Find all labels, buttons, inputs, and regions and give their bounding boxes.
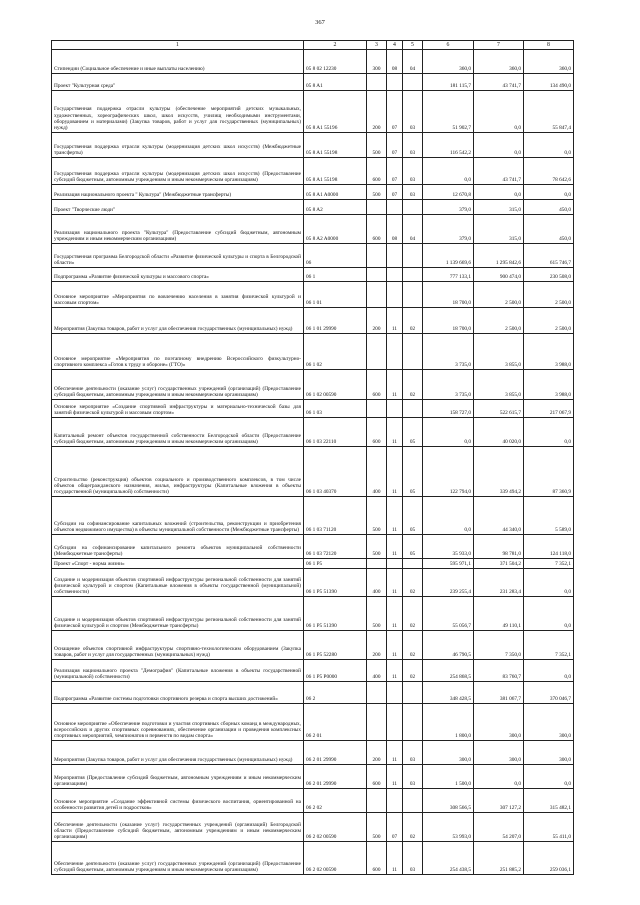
table-cell-amount-year3: 300,0 <box>524 704 574 741</box>
table-cell-section <box>387 200 403 215</box>
table-row <box>52 842 574 875</box>
table-cell-section <box>387 682 403 704</box>
table-cell-amount-year3: 0,0 <box>524 185 574 200</box>
table-cell-amount-year2: 43 741,7 <box>474 158 524 185</box>
table-cell-section <box>387 334 403 370</box>
table-cell-amount-year1: 46 790,5 <box>423 631 474 660</box>
table-cell-section: 11 <box>387 741 403 765</box>
table-cell-expense-type: 300 <box>367 50 387 74</box>
table-cell-section: 11 <box>387 418 403 447</box>
table-cell-expense-type <box>367 74 387 91</box>
table-row <box>52 418 574 447</box>
table-cell-expense-type: 600 <box>367 215 387 244</box>
table-cell-code: 06 2 02 00590 <box>304 842 367 875</box>
table-cell-amount-year3: 0,0 <box>524 765 574 789</box>
table-cell-subsection: 03 <box>403 765 423 789</box>
table-row <box>52 133 574 158</box>
table-cell-section: 11 <box>387 842 403 875</box>
table-cell-code: 05 8 A1 <box>304 74 367 91</box>
table-cell-section: 08 <box>387 215 403 244</box>
table-cell-amount-year1: 181 115,7 <box>423 74 474 91</box>
table-cell-amount-year1: 1 500,0 <box>423 765 474 789</box>
table-cell-amount-year1: 1 139 669,6 <box>423 244 474 268</box>
table-row <box>52 497 574 535</box>
table-cell-amount-year3: 7 352,1 <box>524 631 574 660</box>
table-cell-subsection: 05 <box>403 447 423 497</box>
table-cell-subsection <box>403 559 423 569</box>
table-cell-expense-type <box>367 268 387 282</box>
table-cell-amount-year3: 450,0 <box>524 200 574 215</box>
table-cell-section: 07 <box>387 185 403 200</box>
table-cell-amount-year3: 315 482,1 <box>524 789 574 813</box>
budget-table <box>51 40 574 875</box>
table-row <box>52 308 574 334</box>
table-cell-code: 06 2 01 29990 <box>304 765 367 789</box>
table-cell-code: 06 1 02 <box>304 334 367 370</box>
table-cell-expense-type <box>367 682 387 704</box>
table-cell-name: Стипендии (Социальное обеспечение и иные выплаты населению) <box>52 50 304 74</box>
table-cell-amount-year1: 158 727,0 <box>423 400 474 418</box>
table-cell-amount-year2: 251 885,2 <box>474 842 524 875</box>
table-cell-amount-year3: 230 508,0 <box>524 268 574 282</box>
column-header: 6 <box>423 41 474 50</box>
table-cell-code: 06 1 P5 51390 <box>304 569 367 597</box>
table-cell-amount-year1: 300,0 <box>423 741 474 765</box>
table-cell-name: Строительство (реконструкция) объектов социального и производственного комплексов, в том числе объектов общегражданского назначения, жилья, инфраструктуры (Капитальные вложения в объекты государственной (муниципальной) собственности) <box>52 447 304 497</box>
table-cell-amount-year3: 450,0 <box>524 215 574 244</box>
table-cell-name: Обеспечение деятельности (оказание услуг) государственных учреждений (организаций) (Предоставление субсидий бюджетным, автономным учреждениям и иным некоммерческим организациям) <box>52 842 304 875</box>
table-cell-amount-year2: 3 855,0 <box>474 370 524 400</box>
table-cell-amount-year3: 2 500,0 <box>524 282 574 308</box>
table-cell-expense-type: 500 <box>367 813 387 842</box>
table-cell-section: 07 <box>387 813 403 842</box>
table-row <box>52 535 574 559</box>
table-cell-name: Мероприятия (Закупка товаров, работ и услуг для обеспечения государственных (муниципальных) нужд) <box>52 741 304 765</box>
table-cell-code: 06 2 02 00590 <box>304 813 367 842</box>
table-cell-amount-year2: 522 615,7 <box>474 400 524 418</box>
table-cell-amount-year3: 0,0 <box>524 133 574 158</box>
table-cell-amount-year2: 83 760,7 <box>474 660 524 682</box>
table-cell-amount-year3: 3 988,0 <box>524 334 574 370</box>
table-cell-name: Оснащение объектов спортивной инфраструктуры спортивно-технологическим оборудованием (Закупка товаров, работ и услуг для государственных (муниципальных) нужд) <box>52 631 304 660</box>
table-cell-amount-year1: 35 933,0 <box>423 535 474 559</box>
table-cell-subsection <box>403 334 423 370</box>
table-cell-expense-type <box>367 704 387 741</box>
table-cell-expense-type: 500 <box>367 597 387 631</box>
table-cell-expense-type: 400 <box>367 660 387 682</box>
table-cell-code: 06 1 P5 52280 <box>304 631 367 660</box>
table-cell-name: Подпрограмма «Развитие физической культуры и массового спорта» <box>52 268 304 282</box>
table-cell-expense-type: 500 <box>367 185 387 200</box>
table-cell-subsection: 02 <box>403 569 423 597</box>
table-cell-section <box>387 704 403 741</box>
table-row <box>52 244 574 268</box>
table-cell-amount-year2: 0,0 <box>474 91 524 133</box>
table-cell-code: 05 8 A2 <box>304 200 367 215</box>
table-cell-name: Государственная поддержка отрасли культуры (обеспечение мероприятий детских музыкальных, художественных, хореографических школ, школ искусств, училищ необходимыми инструментами, оборудованием и материалами) (Закупка товаров, работ и услуг для государственных (муниципальных) нужд) <box>52 91 304 133</box>
table-cell-subsection: 04 <box>403 215 423 244</box>
table-cell-subsection: 05 <box>403 418 423 447</box>
table-cell-section: 07 <box>387 158 403 185</box>
table-cell-expense-type <box>367 282 387 308</box>
column-header: 4 <box>387 41 403 50</box>
table-cell-amount-year1: 116 542,2 <box>423 133 474 158</box>
table-cell-code: 06 1 02 00590 <box>304 370 367 400</box>
table-row <box>52 185 574 200</box>
table-cell-amount-year2: 300,0 <box>474 704 524 741</box>
table-cell-section: 08 <box>387 50 403 74</box>
table-cell-amount-year2: 49 110,1 <box>474 597 524 631</box>
table-cell-code: 06 1 03 71120 <box>304 497 367 535</box>
table-cell-section: 11 <box>387 597 403 631</box>
table-cell-subsection: 02 <box>403 370 423 400</box>
table-cell-expense-type <box>367 244 387 268</box>
table-row <box>52 631 574 660</box>
table-cell-name: Обеспечение деятельности (оказание услуг) государственных учреждений (организаций) Белгородской области (Предоставление субсидий бюджетным, автономным учреждениям и иным некоммерческим организациям) <box>52 813 304 842</box>
table-cell-subsection <box>403 74 423 91</box>
table-cell-subsection: 02 <box>403 597 423 631</box>
table-cell-amount-year2: 2 500,0 <box>474 282 524 308</box>
table-cell-amount-year3: 55 847,4 <box>524 91 574 133</box>
table-cell-subsection: 03 <box>403 133 423 158</box>
column-header: 3 <box>367 41 387 50</box>
table-cell-code: 06 1 P5 <box>304 559 367 569</box>
table-cell-amount-year1: 51 902,7 <box>423 91 474 133</box>
table-cell-subsection <box>403 244 423 268</box>
table-cell-amount-year1: 254 438,5 <box>423 842 474 875</box>
table-cell-subsection: 05 <box>403 497 423 535</box>
table-cell-section <box>387 244 403 268</box>
table-cell-name: Реализация национального проекта " Культура" (Межбюджетные трансферты) <box>52 185 304 200</box>
table-cell-amount-year3: 615 746,7 <box>524 244 574 268</box>
table-row <box>52 704 574 741</box>
table-row <box>52 559 574 569</box>
table-cell-expense-type: 200 <box>367 91 387 133</box>
table-cell-amount-year3: 360,0 <box>524 50 574 74</box>
table-cell-subsection: 02 <box>403 308 423 334</box>
table-cell-code: 05 8 02 12230 <box>304 50 367 74</box>
table-row <box>52 682 574 704</box>
table-cell-amount-year2: 3 855,0 <box>474 334 524 370</box>
table-cell-amount-year2: 231 283,4 <box>474 569 524 597</box>
table-cell-subsection: 05 <box>403 535 423 559</box>
table-cell-amount-year2: 360,0 <box>474 50 524 74</box>
table-cell-amount-year1: 379,0 <box>423 200 474 215</box>
table-cell-amount-year1: 360,0 <box>423 50 474 74</box>
table-cell-amount-year3: 55 411,0 <box>524 813 574 842</box>
table-row <box>52 447 574 497</box>
table-cell-subsection: 03 <box>403 842 423 875</box>
column-header: 8 <box>524 41 574 50</box>
table-cell-section: 11 <box>387 370 403 400</box>
table-row <box>52 569 574 597</box>
table-cell-subsection: 04 <box>403 50 423 74</box>
table-cell-code: 06 <box>304 244 367 268</box>
table-cell-name: Создание и модернизация объектов спортивной инфраструктуры региональной собственности для занятий физической культурой и спортом (Межбюджетные трансферты) <box>52 597 304 631</box>
table-cell-expense-type: 400 <box>367 447 387 497</box>
table-row <box>52 91 574 133</box>
table-cell-code: 05 8 A1 55198 <box>304 158 367 185</box>
table-cell-amount-year1: 595 971,1 <box>423 559 474 569</box>
table-cell-subsection: 02 <box>403 660 423 682</box>
table-cell-name: Проект "Культурная среда" <box>52 74 304 91</box>
table-cell-amount-year3: 87 360,9 <box>524 447 574 497</box>
table-cell-code: 06 1 03 40370 <box>304 447 367 497</box>
table-cell-expense-type: 500 <box>367 535 387 559</box>
table-cell-name: Проект «Спорт - норма жизни» <box>52 559 304 569</box>
table-cell-section: 11 <box>387 765 403 789</box>
table-cell-name: Реализация национального проекта "Культура" (Предоставление субсидий бюджетным, автономным учреждениям и иным некоммерческим организациям) <box>52 215 304 244</box>
table-row <box>52 370 574 400</box>
table-cell-name: Проект "Творческие люди" <box>52 200 304 215</box>
table-cell-subsection <box>403 400 423 418</box>
table-cell-expense-type: 600 <box>367 842 387 875</box>
table-cell-amount-year3: 3 988,0 <box>524 370 574 400</box>
table-row <box>52 282 574 308</box>
column-header: 5 <box>403 41 423 50</box>
table-cell-amount-year2: 307 127,2 <box>474 789 524 813</box>
table-cell-subsection: 03 <box>403 185 423 200</box>
table-cell-section: 07 <box>387 91 403 133</box>
table-cell-code: 06 1 01 29990 <box>304 308 367 334</box>
table-cell-amount-year2: 0,0 <box>474 765 524 789</box>
table-cell-name: Субсидии на софинансирование капитальных вложений (строительства, реконструкции и приобретения объектов недвижимого имущества) в объекты муниципальной собственности (Межбюджетные трансферты) <box>52 497 304 535</box>
table-cell-section: 11 <box>387 569 403 597</box>
table-cell-subsection: 02 <box>403 813 423 842</box>
table-cell-code: 06 1 <box>304 268 367 282</box>
table-cell-expense-type <box>367 400 387 418</box>
table-cell-amount-year1: 254 868,5 <box>423 660 474 682</box>
table-row <box>52 74 574 91</box>
table-row <box>52 400 574 418</box>
table-cell-expense-type <box>367 334 387 370</box>
table-cell-amount-year1: 18 700,0 <box>423 282 474 308</box>
table-cell-section <box>387 559 403 569</box>
table-cell-expense-type <box>367 789 387 813</box>
table-cell-name: Мероприятия (Предоставление субсидий бюджетным, автономным учреждениям и иным некоммерческим организациям) <box>52 765 304 789</box>
table-cell-amount-year3: 2 500,0 <box>524 308 574 334</box>
table-cell-amount-year2: 300,0 <box>474 741 524 765</box>
table-cell-amount-year1: 3 735,0 <box>423 370 474 400</box>
table-cell-expense-type: 600 <box>367 158 387 185</box>
page-number: 367 <box>315 19 325 26</box>
table-cell-expense-type: 600 <box>367 418 387 447</box>
table-cell-name: Субсидии на софинансирование капитального ремонта объектов муниципальной собственности (Межбюджетные трансферты) <box>52 535 304 559</box>
table-row <box>52 660 574 682</box>
table-cell-code: 06 1 P5 P0000 <box>304 660 367 682</box>
table-cell-amount-year1: 0,0 <box>423 497 474 535</box>
table-cell-name: Капитальный ремонт объектов государственной собственности Белгородской области (Предоставление субсидий бюджетным, автономным учреждениям и иным некоммерческим организациям) <box>52 418 304 447</box>
table-cell-name: Создание и модернизация объектов спортивной инфраструктуры региональной собственности для занятий физической культурой и спортом (Капитальные вложения в объекты государственной (муниципальной) собственности) <box>52 569 304 597</box>
table-cell-section: 11 <box>387 447 403 497</box>
table-cell-amount-year3: 0,0 <box>524 597 574 631</box>
table-cell-subsection: 03 <box>403 158 423 185</box>
table-cell-expense-type: 500 <box>367 497 387 535</box>
table-cell-section: 11 <box>387 631 403 660</box>
table-cell-subsection <box>403 682 423 704</box>
table-cell-amount-year1: 55 056,7 <box>423 597 474 631</box>
table-row <box>52 597 574 631</box>
table-cell-code: 06 1 03 <box>304 400 367 418</box>
table-cell-name: Государственная поддержка отрасли культуры (модернизация детских школ искусств) (Межбюджетные трансферты) <box>52 133 304 158</box>
table-cell-amount-year3: 0,0 <box>524 569 574 597</box>
table-header-row <box>52 41 574 50</box>
table-cell-amount-year3: 124 118,0 <box>524 535 574 559</box>
table-cell-name: Обеспечение деятельности (оказание услуг) государственных учреждений (организаций) (Предоставление субсидий бюджетным, автономным учреждениям и иным некоммерческим организациям) <box>52 370 304 400</box>
table-cell-amount-year2: 315,0 <box>474 215 524 244</box>
table-cell-code: 05 8 A2 A0000 <box>304 215 367 244</box>
table-cell-amount-year2: 1 295 842,6 <box>474 244 524 268</box>
table-cell-name: Основное мероприятие «Мероприятия по поэтапному внедрению Всероссийского физкультурно-спортивного комплекса «Готов к труду и обороне» (ГТО)» <box>52 334 304 370</box>
table-cell-name: Основное мероприятие «Мероприятия по вовлечению населения в занятия физической культурой и массовым спортом» <box>52 282 304 308</box>
table-cell-amount-year2: 0,0 <box>474 133 524 158</box>
table-cell-subsection: 03 <box>403 91 423 133</box>
table-row <box>52 215 574 244</box>
table-cell-amount-year3: 5 589,0 <box>524 497 574 535</box>
table-cell-amount-year1: 0,0 <box>423 158 474 185</box>
table-cell-amount-year2: 339 494,2 <box>474 447 524 497</box>
table-cell-section <box>387 789 403 813</box>
table-cell-amount-year1: 308 566,5 <box>423 789 474 813</box>
table-row <box>52 158 574 185</box>
table-cell-code: 06 1 P5 51390 <box>304 597 367 631</box>
table-cell-amount-year3: 0,0 <box>524 418 574 447</box>
table-cell-code: 05 8 A1 55196 <box>304 91 367 133</box>
table-cell-expense-type: 500 <box>367 133 387 158</box>
table-cell-expense-type: 200 <box>367 631 387 660</box>
table-row <box>52 741 574 765</box>
table-cell-amount-year2: 381 067,7 <box>474 682 524 704</box>
table-cell-subsection: 02 <box>403 631 423 660</box>
table-cell-name: Государственная поддержка отрасли культуры (модернизация детских школ искусств) (Предоставление субсидий бюджетным, автономным учреждениям и иным некоммерческим организациям) <box>52 158 304 185</box>
table-cell-subsection <box>403 200 423 215</box>
table-cell-amount-year2: 43 741,7 <box>474 74 524 91</box>
table-row <box>52 268 574 282</box>
table-cell-subsection: 03 <box>403 741 423 765</box>
table-cell-section: 11 <box>387 535 403 559</box>
table-cell-section: 07 <box>387 133 403 158</box>
column-header: 1 <box>52 41 304 50</box>
table-cell-section: 11 <box>387 497 403 535</box>
table-cell-section: 11 <box>387 660 403 682</box>
table-cell-expense-type <box>367 559 387 569</box>
table-cell-code: 06 2 02 <box>304 789 367 813</box>
table-cell-name: Реализация национального проекта "Демография" (Капитальные вложения в объекты государственной (муниципальной) собственности) <box>52 660 304 682</box>
column-header: 7 <box>474 41 524 50</box>
table-cell-amount-year1: 1 800,0 <box>423 704 474 741</box>
table-cell-amount-year2: 98 781,0 <box>474 535 524 559</box>
table-cell-amount-year3: 370 046,7 <box>524 682 574 704</box>
table-cell-amount-year1: 53 993,0 <box>423 813 474 842</box>
table-cell-amount-year3: 259 036,1 <box>524 842 574 875</box>
table-cell-amount-year2: 54 207,0 <box>474 813 524 842</box>
table-cell-expense-type: 200 <box>367 741 387 765</box>
table-cell-amount-year3: 134 490,0 <box>524 74 574 91</box>
table-cell-code: 06 1 01 <box>304 282 367 308</box>
table-cell-expense-type: 200 <box>367 308 387 334</box>
table-cell-subsection <box>403 789 423 813</box>
table-cell-amount-year1: 0,0 <box>423 418 474 447</box>
table-cell-expense-type: 600 <box>367 765 387 789</box>
table-cell-amount-year3: 300,0 <box>524 741 574 765</box>
table-cell-subsection <box>403 268 423 282</box>
table-cell-amount-year3: 0,0 <box>524 660 574 682</box>
table-cell-amount-year2: 0,0 <box>474 185 524 200</box>
table-cell-code: 06 1 03 22110 <box>304 418 367 447</box>
table-cell-name: Основное мероприятие «Создание эффективной системы физического воспитания, ориентированной на особенности развития детей и подростков» <box>52 789 304 813</box>
table-cell-amount-year1: 18 700,0 <box>423 308 474 334</box>
table-cell-name: Государственная программа Белгородской области «Развитие физической культуры и спорта в Белгородской области» <box>52 244 304 268</box>
table-cell-subsection <box>403 282 423 308</box>
table-cell-code: 06 2 01 <box>304 704 367 741</box>
table-cell-code: 06 1 03 72120 <box>304 535 367 559</box>
column-header: 2 <box>304 41 367 50</box>
table-row <box>52 789 574 813</box>
table-cell-amount-year2: 2 500,0 <box>474 308 524 334</box>
table-cell-name: Основное мероприятие «Создание спортивной инфраструктуры и материально-технической базы для занятий физической культурой и массовым спортом» <box>52 400 304 418</box>
table-cell-code: 06 2 <box>304 682 367 704</box>
table-cell-section <box>387 74 403 91</box>
table-row <box>52 765 574 789</box>
table-row <box>52 200 574 215</box>
table-cell-amount-year2: 315,0 <box>474 200 524 215</box>
table-cell-amount-year1: 3 735,0 <box>423 334 474 370</box>
table-cell-name: Основное мероприятие «Обеспечение подготовки и участия спортивных сборных команд в международных, всероссийских и других спортивных соревнованиях, обеспечение организации и проведения комплексных спортивных мероприятий, чемпионатов и первенств по видам спорта» <box>52 704 304 741</box>
table-cell-amount-year3: 217 067,9 <box>524 400 574 418</box>
table-cell-section <box>387 282 403 308</box>
table-cell-name: Мероприятия (Закупка товаров, работ и услуг для обеспечения государственных (муниципальных) нужд) <box>52 308 304 334</box>
table-cell-amount-year1: 12 670,8 <box>423 185 474 200</box>
table-cell-name: Подпрограмма «Развитие системы подготовки спортивного резерва и спорта высших достижений» <box>52 682 304 704</box>
table-cell-amount-year1: 239 255,4 <box>423 569 474 597</box>
table-cell-expense-type <box>367 200 387 215</box>
table-cell-amount-year3: 7 352,1 <box>524 559 574 569</box>
table-cell-amount-year1: 348 428,5 <box>423 682 474 704</box>
table-cell-subsection <box>403 704 423 741</box>
table-cell-section <box>387 268 403 282</box>
table-row <box>52 50 574 74</box>
table-cell-amount-year1: 777 133,1 <box>423 268 474 282</box>
table-row <box>52 813 574 842</box>
table-cell-code: 06 2 01 29990 <box>304 741 367 765</box>
table-row <box>52 334 574 370</box>
table-cell-amount-year2: 7 350,0 <box>474 631 524 660</box>
table-cell-amount-year2: 900 474,0 <box>474 268 524 282</box>
table-cell-amount-year2: 44 340,0 <box>474 497 524 535</box>
table-cell-amount-year1: 122 794,0 <box>423 447 474 497</box>
table-cell-expense-type: 600 <box>367 370 387 400</box>
table-cell-amount-year2: 40 020,0 <box>474 418 524 447</box>
table-cell-section <box>387 400 403 418</box>
table-cell-amount-year2: 371 504,2 <box>474 559 524 569</box>
table-cell-amount-year3: 78 642,6 <box>524 158 574 185</box>
table-cell-code: 05 8 A1 A0000 <box>304 185 367 200</box>
table-cell-code: 05 8 A1 55198 <box>304 133 367 158</box>
table-cell-amount-year1: 379,0 <box>423 215 474 244</box>
table-cell-expense-type: 400 <box>367 569 387 597</box>
table-cell-section: 11 <box>387 308 403 334</box>
